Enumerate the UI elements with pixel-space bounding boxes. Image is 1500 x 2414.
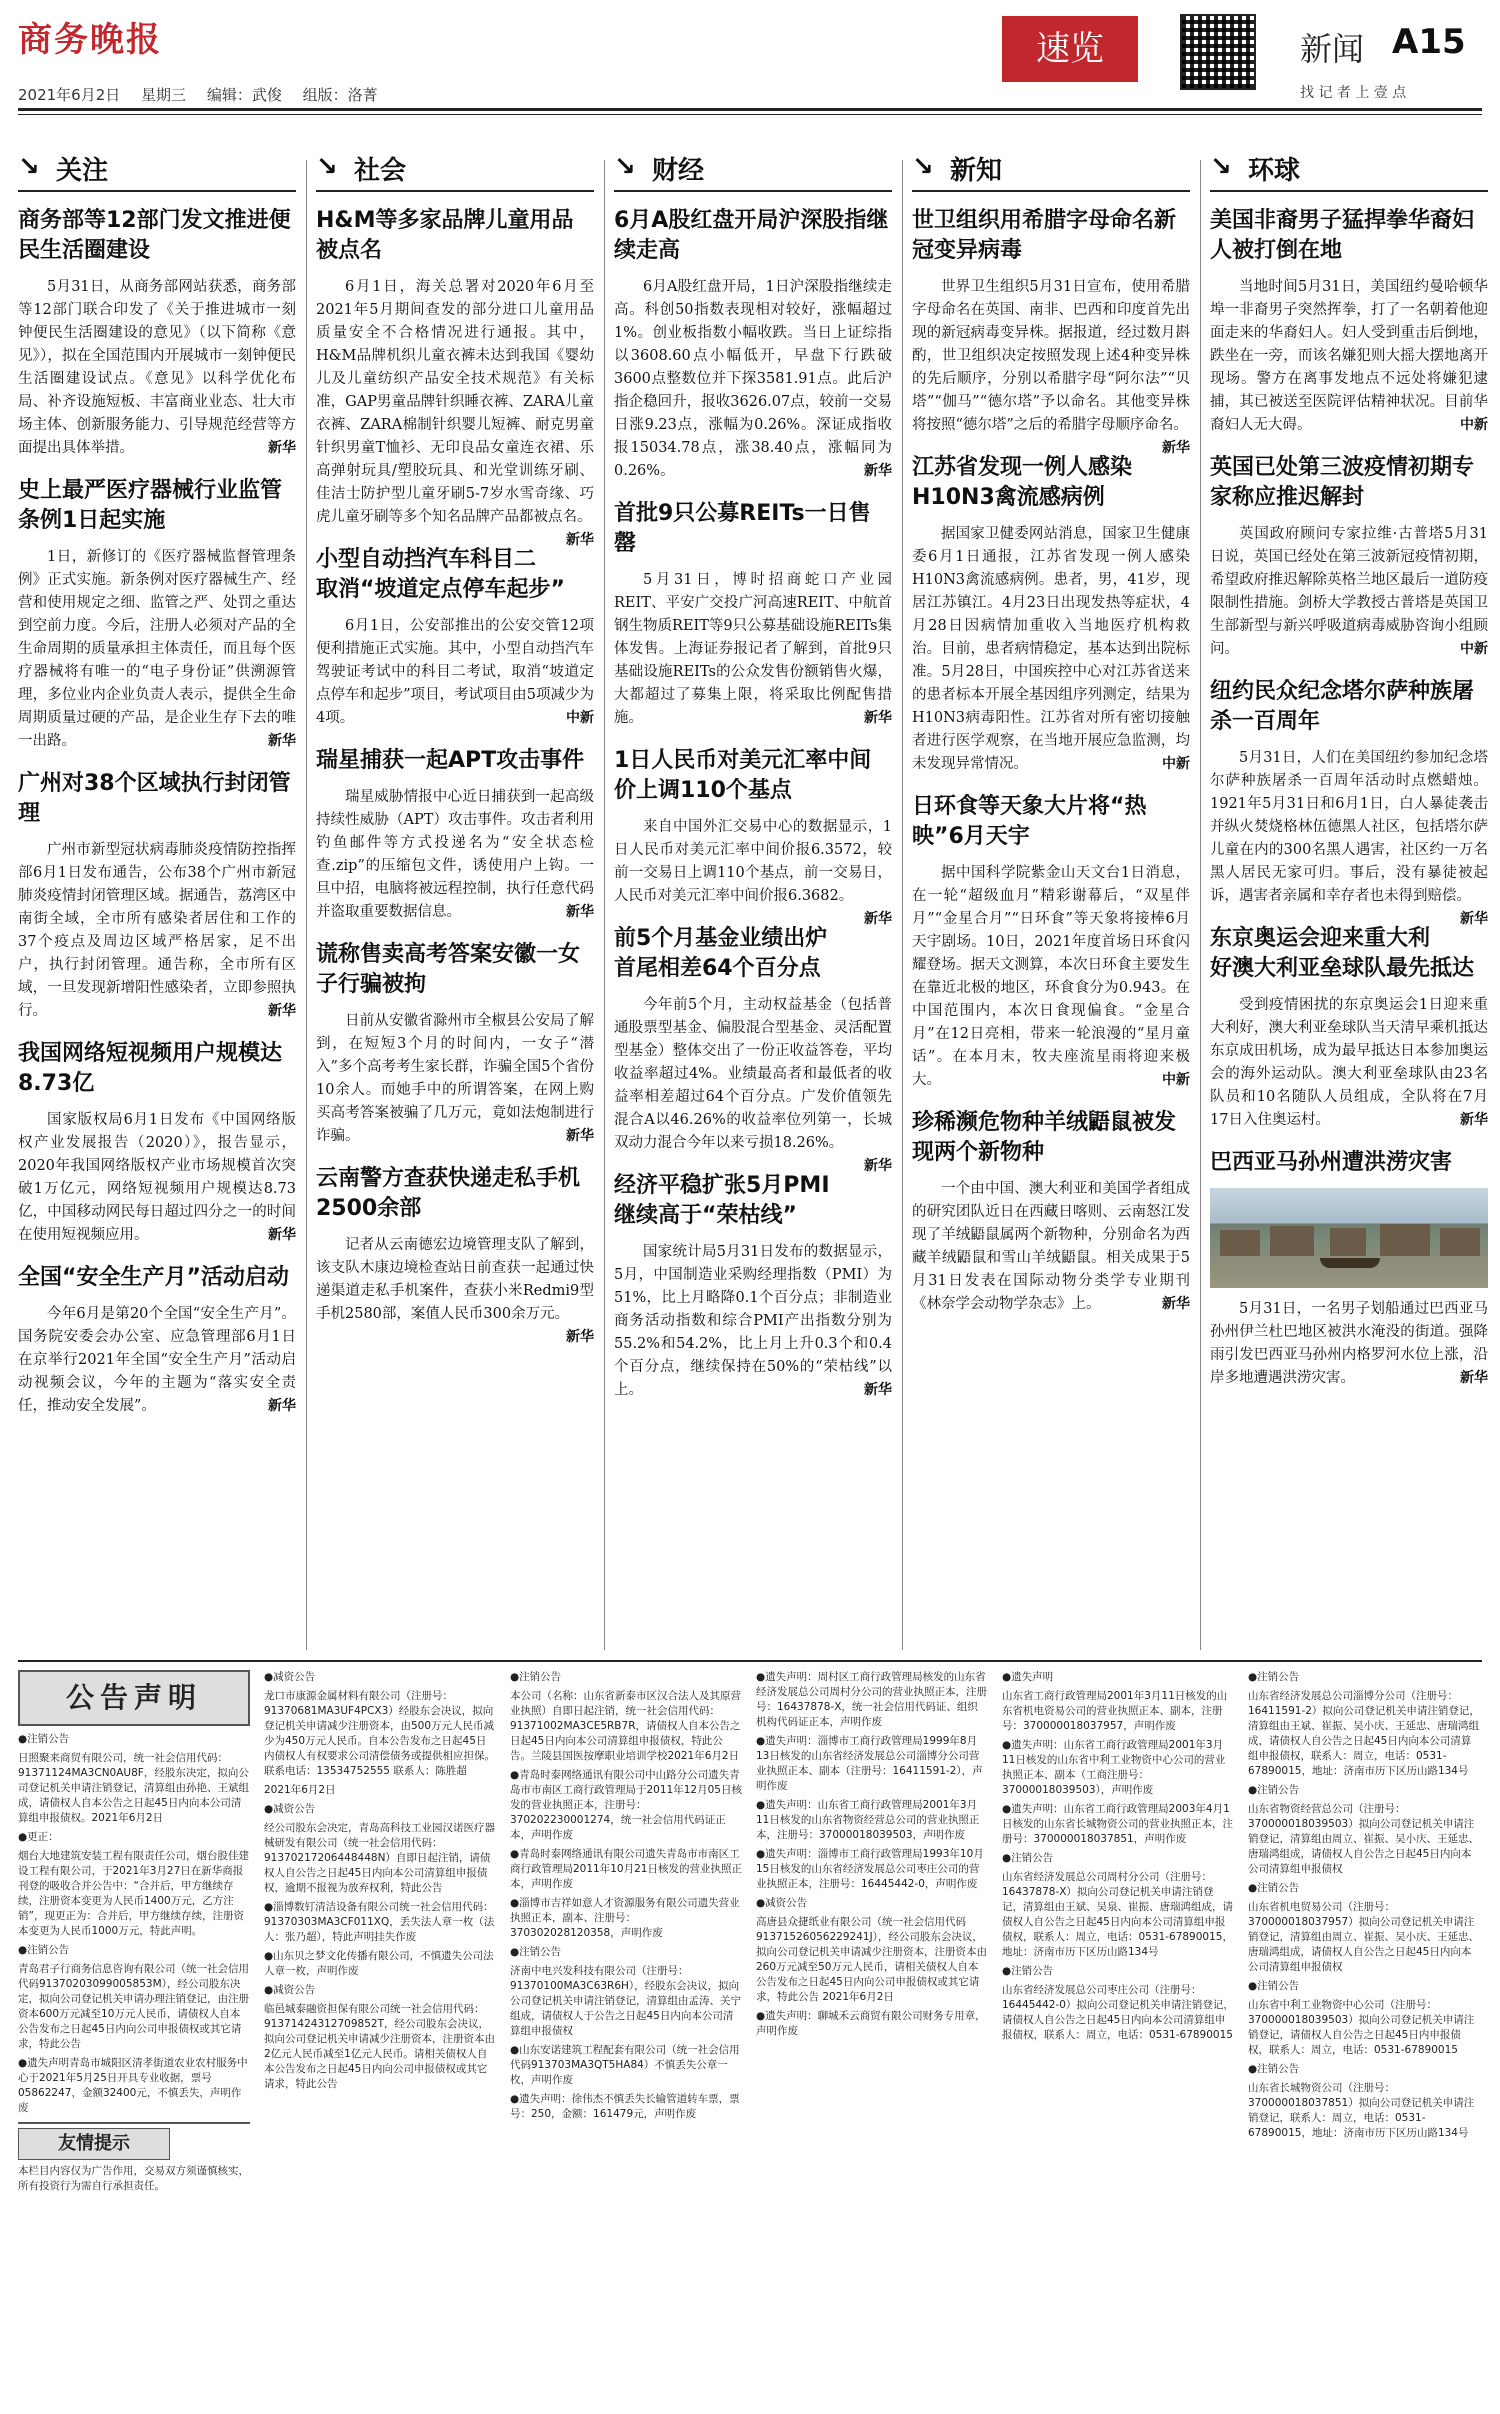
announcement-item: ●遗失声明：徐伟杰不慎丢失长输管道转车票，票号：250，金额：161479元，声明作废 [510,2093,740,2120]
photo-boat [1320,1258,1380,1268]
page-number: A15 [1392,22,1466,62]
news-article [18,1263,296,1418]
article-text: 受到疫情困扰的东京奥运会1日迎来重大利好，澳大利亚垒球队当天清早乘机抵达东京成田机场，成为最早抵达日本参加奥运会的海外运动队。澳大利亚垒球队由23名队员和10名随队人员组成，全队将在7月17日入住奥运村。 [1210,997,1488,1128]
friendly-tip-title: 友情提示 [18,2128,170,2160]
news-article [18,476,296,753]
announcement-item: 山东省物资经营总公司（注册号：370000018039503）拟向公司登记机关申请注销登记，清算组由周立、崔振、吴小庆、王延忠、唐瑞鸿组成，请债权人自公告之日起45日内向本公司清算组申报债权 [1248,1803,1479,1875]
announcement-item: 日照聚来商贸有限公司，统一社会信用代码：91371124MA3CN0AU8F，经股东决定，拟向公司登记机关申请注销登记，清算组由孙艳、王斌组成，请债权人自本公告之日起45日内向本公司清算组申报债权。2021年6月2日 [18,1752,249,1824]
article-source: 新华 [864,1382,892,1398]
news-column [614,150,892,1418]
article-text: 今年前5个月，主动权益基金（包括普通股票型基金、偏股混合型基金、灵活配置型基金）整体交出了一份正收益答卷，平均收益率超过4%。业绩最高者和最低者的收益率相差超过64个百分点。广发价值领先混合A以46.26%的收益率位列第一，长城双动力混合今年以来亏损18.26%。 [614,997,892,1151]
announcement-item: ●注销公告 [1248,2063,1300,2075]
article-title: 6月A股红盘开局沪深股指继续走高 [614,208,889,263]
news-article [1210,453,1488,661]
announcement-title: 公告声明 [18,1670,250,1726]
article-source: 新华 [1460,1112,1488,1128]
announcement-item: ●注销公告 [1002,1852,1054,1864]
section-heading [1210,150,1488,192]
article-text: 记者从云南德宏边境管理支队了解到，该支队木康边境检查站日前查获一起通过快递渠道走私手机案件，查获小米Redmi9型手机2580部，案值人民币300余万元。 [316,1237,594,1322]
article-text: 6月1日，公安部推出的公安交管12项便利措施正式实施。其中，小型自动挡汽车驾驶证考试中的科目二考试，取消“坡道定点停车和起步”项目，考试项目由5项减少为4项。 [316,618,594,726]
article-source: 新华 [864,710,892,726]
article-source: 新华 [864,911,892,927]
announcement-item: ●更正： [18,1831,59,1843]
article-body [316,1010,594,1148]
announcement-item: ●注销公告 [510,1946,562,1958]
friendly-tip-box [18,2122,250,2194]
news-article [316,1164,594,1345]
article-title: 广州对38个区域执行封闭管理 [18,771,291,826]
section-heading-label: 关注 [56,156,109,186]
announcement-item: ●注销公告 [1248,1980,1300,1992]
article-text: 6月1日，海关总署对2020年6月至2021年5月期间查发的部分进口儿童用品质量安全不合格情况进行通报。其中，H&M品牌机织儿童衣裤未达到我国《婴幼儿及儿童纺织产品安全技术规范》有关标准，GAP男童品牌针织睡衣裤、ZARA儿童衣裤、ZARA棉制针织婴儿短裤、耐克男童针织男童T恤衫、无印良品女童连衣裙、乐高弹射玩具/塑胶玩具、和光堂训练牙刷、佳洁士防护型儿童牙刷5-7岁水雪奇缘、巧虎儿童牙刷等多个知名品牌产品都被点名。 [316,279,594,525]
article-text: 今年6月是第20个全国“安全生产月”。国务院安委会办公室、应急管理部6月1日在京举行2021年全国“安全生产月”活动启动视频会议，今年的主题为“落实安全责任，推动安全发展”。 [18,1306,296,1414]
article-text: 一个由中国、澳大利亚和美国学者组成的研究团队近日在西藏日喀则、云南怒江发现了羊绒鼯鼠属两个新物种，分别命名为西藏羊绒鼯鼠和雪山羊绒鼯鼠。相关成果于5月31日发表在国际动物分类学专业期刊《林奈学会动物学杂志》上。 [912,1181,1190,1312]
announcement-item: ●遗失声明：淄博市工商行政管理局1999年8月13日核发的山东省经济发展总公司淄博分公司营业执照正本、副本（注册号：16411591-2），声明作废 [756,1735,983,1792]
photo-house [1440,1228,1480,1256]
announcement-item: 山东省经济发展总公司淄博分公司（注册号：16411591-2）拟向公司登记机关申请注销登记，清算组由王斌、崔振、吴小庆、王延忠、唐瑞鸿组成，请债权人自公告之日起45日内向本公司清算组申报债权，联系人：周立，电话：0531-67890015，地址：济南市历下区历山路134号 [1248,1690,1480,1777]
article-text: 1日，新修订的《医疗器械监督管理条例》正式实施。新条例对医疗器械生产、经营和使用规定之细、监管之严、处罚之重达到空前力度。今后，注册人必须对产品的全生命周期的质量承担主体责任，而且每个医疗器械将有唯一的“电子身份证”供溯源管理，多位业内企业负责人表示，提供全生命周期质量过硬的产品，是企业生存下去的唯一出路。 [18,549,296,749]
announcement-item: 龙口市康源金属材料有限公司（注册号：91370681MA3UF4PCX3）经股东会决议，拟向登记机关申请减少注册资本，由500万元人民币减少为450万元人民币。自本公告发布之日起45日内债权人有权要求公司清偿债务或提供相应担保。联系电话：13534752555 联系人：陈胜超 [264,1690,495,1777]
article-title: 我国网络短视频用户规模达8.73亿 [18,1041,283,1096]
photo-house [1380,1224,1430,1256]
article-source: 新华 [268,1398,296,1414]
article-source: 新华 [268,733,296,749]
section-arrow-icon: ↘ [912,152,934,182]
article-body [316,615,594,730]
article-body [912,523,1190,776]
article-text: 当地时间5月31日，美国纽约曼哈顿华埠一非裔男子突然挥拳，打了一名朝着他迎面走来的华裔妇人。妇人受到重击后倒地，跌坐在一旁，而该名嫌犯则大摇大摆地离开现场。警方在离事发地点不远处将嫌犯逮捕，其已被送至医院评估精神状况。目前华裔妇人无大碍。 [1210,279,1488,433]
news-article [614,746,892,927]
article-text: 英国政府顾问专家拉维·古普塔5月31日说，英国已经处在第三波新冠疫情初期，希望政府推迟解除英格兰地区最后一道防疫限制性措施。剑桥大学教授古普塔是英国卫生部新型与新兴呼吸道病毒威胁咨询小组顾问。 [1210,526,1488,657]
news-article [18,769,296,1023]
section-heading-label: 环球 [1248,156,1301,186]
article-source: 新华 [268,1003,296,1019]
article-source: 中新 [1460,641,1488,657]
article-text: 国家版权局6月1日发布《中国网络版权产业发展报告（2020）》，报告显示，2020年我国网络版权产业市场规模首次突破1万亿元，网络短视频用户规模达8.73亿，中国移动网民每日超过四分之一的时间在使用短视频应用。 [18,1112,296,1243]
article-text: 5月31日，一名男子划船通过巴西亚马孙州伊兰杜巴地区被洪水淹没的街道。强降雨引发巴西亚马孙州内格罗河水位上涨，沿岸多地遭遇洪涝灾害。 [1210,1301,1488,1386]
column-divider [306,160,307,1650]
announcement-item: 山东省经济发展总公司枣庄公司（注册号：16445442-0）拟向公司登记机关申请注销登记，请债权人自公告之日起45日内向本公司清算组申报债权，联系人：周立，电话：0531-67890015 [1002,1984,1234,2041]
article-body [316,1234,594,1345]
article-source: 新华 [864,463,892,479]
article-title: 前5个月基金业绩出炉首尾相差64个百分点 [614,926,828,981]
news-article [912,792,1190,1092]
column-divider [604,160,605,1650]
article-text: 国家统计局5月31日发布的数据显示，5月，中国制造业采购经理指数（PMI）为51%，比上月略降0.1个百分点；非制造业商务活动指数和综合PMI产出指数分别为55.2%和54.2%，比上月上升0.3个和0.4个百分点，继续保持在50%的“荣枯线”以上。 [614,1244,892,1398]
announcement-item: 烟台大地建筑安装工程有限责任公司，烟台股佳建设工程有限公司，于2021年3月27日在新华商报刊登的吸收合并公告中：“合并后，甲方继续存续，注册资本变更为人民币1400万元，乙方注销”，现更正为：合并后，甲方继续存续，注册资本变更为人民币1000万元，特此声明。 [18,1850,249,1937]
article-text: 来自中国外汇交易中心的数据显示，1日人民币对美元汇率中间价报6.3572，较前一交易日上调110个基点，前一交易日，人民币对美元汇率中间价报6.3682。 [614,819,892,904]
layout-credit: 组版：洛菁 [302,86,378,104]
announcement-item: ●遗失声明：山东省工商行政管理局2003年4月1日核发的山东省长城物资公司的营业执照正本，注册号：370000018037851，声明作废 [1002,1803,1233,1845]
announcement-item: ●遗失声明：周村区工商行政管理局核发的山东省经济发展总公司周村分公司的营业执照正本，注册号：16437878-X，统一社会信用代码证、组织机构代码证正本，声明作废 [756,1671,987,1728]
announcement-item: 山东省经济发展总公司周村分公司（注册号：16437878-X）拟向公司登记机关申请注销登记，清算组由王斌、吴泉、崔振、唐瑞鸿组成，请债权人自公告之日起45日内向本公司清算组申报债权，联系人：周立，电话：0531-67890015，地址：济南市历下区历山路134号 [1002,1871,1233,1958]
announcement-item: ●山东贝之梦文化传播有限公司，不慎遗失公司法人章一枚，声明作废 [264,1950,494,1977]
announcement-item: 山东省长城物资公司（注册号：370000018037851）拟向公司登记机关申请注销登记，联系人：周立，电话：0531-67890015，地址：济南市历下区历山路134号 [1248,2082,1475,2139]
announcement-item: ●注销公告 [1248,1784,1300,1796]
section-heading-label: 社会 [354,156,407,186]
article-source: 新华 [566,904,594,920]
column-divider [1200,160,1201,1650]
news-article [1210,1148,1488,1390]
announcement-column [18,1670,250,2400]
article-text: 5月31日，从商务部网站获悉，商务部等12部门联合印发了《关于推进城市一刻钟便民生活圈建设的意见》（以下简称《意见》），拟在全国范围内开展城市一刻钟便民生活圈建设试点。《意见》以科学优化布局、补齐设施短板、丰富商业业态、壮大市场主体、创新服务能力、引导规范经营等方面提出具体举措。 [18,279,296,456]
article-source: 新华 [566,1329,594,1345]
article-title: 英国已处第三波疫情初期专家称应推迟解封 [1210,455,1475,510]
article-title: H&M等多家品牌儿童用品被点名 [316,208,574,263]
article-text: 瑞星威胁情报中心近日捕获到一起高级持续性威胁（APT）攻击事件。攻击者利用钓鱼邮件等方式投递名为“安全状态检查.zip”的压缩包文件，诱使用户上钩。一旦中招，电脑将被远程控制，执行任意代码并盗取重要数据信息。 [316,789,594,920]
article-text: 5月31日，博时招商蛇口产业园REIT、平安广交投广河高速REIT、中航首钢生物质REIT等9只公募基础设施REITs集体发售。上海证券报记者了解到，首批9只基础设施REITs的公众发售份额销售火爆，大都超过了募集上限，将采取比例配售措施。 [614,572,892,726]
article-source: 新华 [268,1227,296,1243]
photo-house [1270,1226,1314,1256]
reporter-line: 找 记 者 上 壹 点 [1300,85,1407,101]
issue-date: 2021年6月2日 [18,86,121,104]
article-source: 新华 [864,1158,892,1174]
article-source: 中新 [1162,756,1190,772]
news-article [18,206,296,460]
announcement-item: ●淄博数钉清洁设备有限公司统一社会信用代码：91370303MA3CF011XQ，丢失法人章一枚（法人：张乃超），特此声明挂失作废 [264,1901,495,1943]
news-column [912,150,1190,1332]
article-body [316,276,594,548]
article-body [912,1178,1190,1316]
article-title: 商务部等12部门发文推进便民生活圈建设 [18,208,291,263]
article-body [1210,276,1488,437]
article-title: 谎称售卖高考答案安徽一女子行骗被拘 [316,942,581,997]
announcement-item: ●注销公告 [1248,1671,1300,1683]
announcement-item: ●注销公告 [1248,1882,1300,1894]
article-body [614,994,892,1174]
photo-house [1330,1228,1366,1256]
article-title: 日环食等天象大片将“热映”6月天宇 [912,794,1147,849]
news-article [1210,677,1488,927]
news-article [614,1171,892,1402]
article-text: 5月31日，人们在美国纽约参加纪念塔尔萨种族屠杀一百周年活动时点燃蜡烛。1921年5月31日和6月1日，白人暴徒袭击并纵火焚烧格林伍德黑人社区，包括塔尔萨儿童在内的300名黑人遇害，社区约一万名黑人居民无家可归。事后，没有暴徒被起诉，遇害者亲属和幸存者也未得到赔偿。 [1210,750,1488,904]
article-body [1210,1298,1488,1390]
article-body [18,1109,296,1247]
article-title: 瑞星捕获一起APT攻击事件 [316,748,585,773]
speed-read-banner: 速览 [1002,16,1138,82]
article-text: 据国家卫健委网站消息，国家卫生健康委6月1日通报，江苏省发现一例人感染H10N3禽流感病例。患者，男，41岁，现居江苏镇江。4月23日出现发热等症状，4月28日因病情加重收入当地医疗机构救治。目前，患者病情稳定，基本达到出院标准。5月28日，中国疾控中心对江苏省送来的患者标本开展全基因组序列测定，结果为H10N3病毒阳性。江苏省对所有密切接触者进行医学观察，在当地开展应急监测，均未发现异常情况。 [912,526,1190,772]
article-source: 中新 [1162,1072,1190,1088]
announcement-item: ●注销公告 [510,1671,562,1683]
article-title: 巴西亚马孙州遭洪涝灾害 [1210,1150,1453,1175]
announcement-item: 青岛君子行商务信息咨询有限公司（统一社会信用代码91370203099005853M），经公司股东决定，拟向公司登记机关申请办理注销登记，由注册资本600万元减至10万元人民币，请债权人自本公告发布之日起45日内向公司申报债权或其它请求，特此公告 [18,1963,249,2050]
article-source: 新华 [1162,1296,1190,1312]
column-divider [902,160,903,1650]
article-body [614,569,892,730]
article-body [614,276,892,483]
friendly-tip-text: 本栏目内容仅为广告作用，交易双方须谨慎核实，所有投资行为需自行承担责任。 [18,2165,249,2192]
announcement-item: ●遗失声明：淄博市工商行政管理局1993年10月15日核发的山东省经济发展总公司枣庄公司的营业执照正本，注册号：16445442-0，声明作废 [756,1848,984,1890]
announcement-item: 经公司股东会决定，青岛高科技工业园汉诺医疗器械研发有限公司（统一社会信用代码：91370217206448448N）自即日起注销，请债权人自公告之日起45日内向本公司清算组申报债权，逾期不报视为放弃权利，特此公告 [264,1822,495,1894]
announcement-column [510,1670,742,2400]
announcement-item: ●遗失声明：聊城禾云商贸有限公司财务专用章，声明作废 [756,2010,986,2037]
announcement-item: ●注销公告 [18,1733,70,1745]
article-title: 江苏省发现一例人感染H10N3禽流感病例 [912,455,1133,510]
article-body [614,1241,892,1402]
article-title: 纽约民众纪念塔尔萨种族屠杀一百周年 [1210,679,1475,734]
news-column [18,150,296,1434]
article-title: 经济平稳扩张5月PMI继续高于“荣枯线” [614,1173,830,1228]
announcement-item: ●山东安诺建筑工程配套有限公司（统一社会信用代码913703MA3QT5HA84）不慎丢失公章一枚，声明作废 [510,2044,740,2086]
announcement-item: ●注销公告 [1002,1965,1054,1977]
section-arrow-icon: ↘ [18,152,40,182]
article-title: 世卫组织用希腊字母命名新冠变异病毒 [912,208,1177,263]
article-text: 广州市新型冠状病毒肺炎疫情防控指挥部6月1日发布通告，公布38个广州市新冠肺炎疫情封闭管理区域。据通告，荔湾区中南街全域，全市所有感染者居住和工作的37个疫点及周边区域严格居家，足不出户，执行封闭管理。通告称，全市所有区域，一旦发现新增阳性感染者，立即参照执行。 [18,842,296,1019]
announcement-item: 本公司（名称：山东省新泰市区汉合法人及其原营业执照）自即日起注销，统一社会信用代码：91371002MA3CE5RB7R，请债权人自本公告之日起45日内向本公司清算组申报债权，特此公告。兰陵县国医按摩职业培训学校2021年6月2日 [510,1690,741,1762]
article-body [316,786,594,924]
news-article [912,206,1190,456]
announcement-item: ●减资公告 [264,1984,316,1996]
article-text: 6月A股红盘开局，1日沪深股指继续走高。科创50指数表现相对较好，涨幅超过1%。创业板指数小幅收跌。当日上证综指以3608.60点小幅低开，早盘下行跌破3600点整数位并下探3581.91点。此后沪指企稳回升，报收3626.07点，较前一交易日涨9.23点，涨幅为0.26%。深证成指收报15034.78点，涨38.40点，涨幅同为0.26%。 [614,279,892,479]
announcement-item: ●减资公告 [264,1803,316,1815]
announcement-item: ●遗失声明：山东省工商行政管理局2001年3月11日核发的山东省物资经营总公司的营业执照正本，注册号：37000018039503，声明作废 [756,1799,980,1841]
announcement-item: 山东省中利工业物资中心公司（注册号：370000018039503）拟向公司登记机关申请注销登记，请债权人自公告之日起45日内申报债权，联系人：周立，电话：0531-67890015 [1248,1999,1475,2056]
announcement-item: ●青岛时泰网络通讯有限公司遗失青岛市市南区工商行政管理局2011年10月21日核发的营业执照正本，声明作废 [510,1848,742,1890]
section-name: 新闻 [1300,30,1365,68]
photo-house [1220,1230,1260,1256]
article-body [18,1303,296,1418]
section-heading-label: 新知 [950,156,1003,186]
announcement-item: 高唐县众捷纸业有限公司（统一社会信用代码91371526056229241J），经公司股东会决议，拟向公司登记机关申请减少注册资本，注册资本由260万元减至50万元人民币，请相关债权人自本公告发布之日起45日内向公司申报债权或其它请求，特此公告 2021年6月2日 [756,1916,987,2003]
announcement-rule [18,1660,1482,1662]
section-arrow-icon: ↘ [1210,152,1232,182]
article-title: 云南警方查获快递走私手机2500余部 [316,1166,581,1221]
article-body [18,839,296,1023]
article-body [1210,523,1488,661]
article-title: 史上最严医疗器械行业监管条例1日起实施 [18,478,283,533]
announcement-item: ●减资公告 [264,1671,316,1683]
announcement-item: 2021年6月2日 [264,1784,336,1796]
announcement-item: 山东省机电贸易公司（注册号：370000018037957）拟向公司登记机关申请注销登记，清算组由周立、崔振、吴小庆、王延忠、唐瑞鸿组成，请债权人自公告之日起45日内向本公司清算组申报债权 [1248,1901,1479,1973]
editor-credit: 编辑：武俊 [206,86,282,104]
flood-photo [1210,1188,1488,1288]
article-text: 世界卫生组织5月31日宣布，使用希腊字母命名在英国、南非、巴西和印度首先出现的新冠病毒变异株。据报道，经过数月斟酌，世卫组织决定按照发现上述4种变异株的先后顺序，分别以希腊字母“阿尔法”“贝塔”“伽马”“德尔塔”予以命名。其他变异株将按照“德尔塔”之后的希腊字母顺序命名。 [912,279,1190,433]
article-title: 小型自动挡汽车科目二取消“坡道定点停车起步” [316,547,565,602]
announcement-item: ●淄博市吉祥如意人才资源服务有限公司遗失营业执照正本，副本、注册号：370302028120358，声明作废 [510,1897,740,1939]
section-heading [18,150,296,192]
section-heading [614,150,892,192]
article-body [912,862,1190,1092]
dateline [18,84,394,105]
announcement-item: ●遗失声明：山东省工商行政管理局2001年3月11日核发的山东省中利工业物资中心公司的营业执照正本、副本（工商注册号：37000018039503），声明作废 [1002,1739,1226,1796]
article-title: 全国“安全生产月”活动启动 [18,1265,289,1290]
masthead-rule-thin [18,114,1482,115]
article-title: 美国非裔男子猛捍拳华裔妇人被打倒在地 [1210,208,1475,263]
masthead [0,0,1500,150]
article-title: 珍稀濒危物种羊绒鼯鼠被发现两个新物种 [912,1110,1177,1165]
newspaper-logo: 商务晚报 [18,20,162,60]
article-title: 首批9只公募REITs一日售罄 [614,501,871,556]
news-article [614,206,892,483]
announcement-column [1248,1670,1480,2400]
announcement-item: ●注销公告 [18,1944,70,1956]
announcement-column [1002,1670,1234,2400]
news-article [18,1039,296,1247]
announcement-column [264,1670,496,2400]
article-body [18,546,296,753]
qr-code-icon [1180,14,1256,90]
issue-weekday: 星期三 [141,86,187,104]
article-body [1210,747,1488,927]
announcement-item: ●遗失声明 [1002,1671,1054,1683]
section-heading [316,150,594,192]
announcement-column [756,1670,988,2400]
article-text: 据中国科学院紫金山天文台1日消息，在一轮“超级血月”精彩谢幕后，“双星伴月”“金星合月”“日环食”等天象将接棒6月天宇剧场。10日，2021年度首场日环食闪耀登场。据天文测算，本次日环食主要发生在靠近北极的地区，环食食分为0.943。在中国范围内，本次日食现偏食。“金星合月”在12日亮相，带来一轮浪漫的“星月童话”。在本月末，牧夫座流星雨将迎来极大。 [912,865,1190,1088]
section-arrow-icon: ↘ [614,152,636,182]
article-source: 新华 [1162,440,1190,456]
article-source: 新华 [1460,1370,1488,1386]
article-source: 中新 [566,710,594,726]
article-body [1210,994,1488,1132]
news-article [614,499,892,730]
section-heading [912,150,1190,192]
section-heading-label: 财经 [652,156,705,186]
news-article [1210,206,1488,437]
article-title: 东京奥运会迎来重大利好澳大利亚垒球队最先抵达 [1210,926,1475,981]
news-article [912,1108,1190,1316]
news-article [614,924,892,1174]
news-article [316,545,594,730]
news-article [912,453,1190,776]
announcement-item: ●减资公告 [756,1897,808,1909]
news-article [316,746,594,924]
article-body [614,816,892,927]
article-source: 新华 [1460,911,1488,927]
section-arrow-icon: ↘ [316,152,338,182]
announcement-item: ●遗失声明青岛市城阳区清孝街道农业农村服务中心于2021年5月25日开具专业收据，票号05862247，金额32400元，不慎丢失，声明作废 [18,2057,248,2114]
announcement-item: ●青岛时泰网络通讯有限公司中山路分公司遗失青岛市市南区工商行政管理局于2011年12月05日核发的营业执照正本，注册号：370202230001274，统一社会信用代码证正本，声明作废 [510,1769,742,1841]
news-article [316,940,594,1148]
news-column [316,150,594,1349]
announcement-item: 临邑城泰融资担保有限公司统一社会信用代码：91371424312709852T，经公司股东会决议，拟向公司登记机关申请减少注册资本，注册资本由2亿元人民币减至1亿元人民币。请相关债权人自本公告发布之日起45日内向公司申报债权或其它请求，特此公告 [264,2003,495,2090]
masthead-rule [18,108,1482,111]
announcement-item: 济南中电兴发科技有限公司（注册号：91370100MA3C63R6H），经股东会决议，拟向公司登记机关申请注销登记，清算组由孟涛、关宁组成，请债权人于公告之日起45日内向本公司清算组申报债权 [510,1965,741,2037]
article-source: 新华 [566,532,594,548]
article-title: 1日人民币对美元汇率中间价上调110个基点 [614,748,872,803]
article-text: 日前从安徽省滁州市全椒县公安局了解到，在短短3个月的时间内，一女子“潜入”多个高考考生家长群，诈骗全国5个省份10余人。而她手中的所谓答案，在网上购买高考答案被骗了几万元，竟如法炮制进行诈骗。 [316,1013,594,1144]
news-article [316,206,594,548]
article-body [912,276,1190,456]
news-column [1210,150,1488,1406]
article-source: 中新 [1460,417,1488,433]
announcement-item: 山东省工商行政管理局2001年3月11日核发的山东省机电资易公司的营业执照正本、副本，注册号：370000018037957，声明作废 [1002,1690,1228,1732]
article-body [18,276,296,460]
news-article [1210,924,1488,1132]
article-source: 新华 [566,1128,594,1144]
article-source: 新华 [268,440,296,456]
